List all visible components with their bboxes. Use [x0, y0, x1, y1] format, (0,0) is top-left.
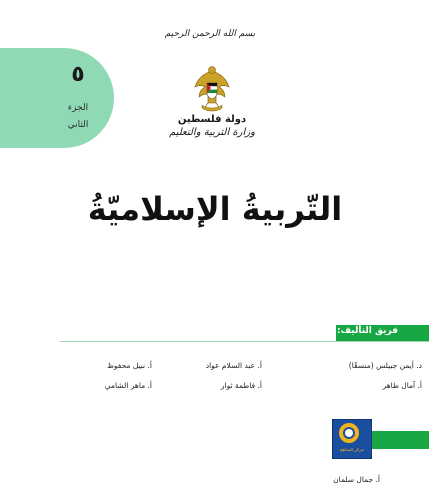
author-name: أ. آمال طاهر	[382, 381, 422, 390]
grade-tab	[0, 48, 114, 148]
author-name: أ. عبد السلام عواد	[205, 361, 262, 370]
basmala: بسم الله الرحمن الرحيم	[164, 29, 256, 39]
grade-number: ٥	[71, 62, 85, 87]
authors-heading: فريق التأليف:	[336, 326, 398, 336]
logo-text: مركز المناهج	[339, 448, 365, 453]
author-name: أ. نبيل محفوظ	[107, 361, 152, 370]
authors-divider	[60, 341, 429, 342]
palestine-eagle-emblem-icon	[193, 63, 231, 115]
author-name: أ. جمال سلمان	[333, 475, 380, 484]
curriculum-center-logo	[332, 419, 372, 459]
bottom-green-bar	[372, 431, 429, 449]
author-name: أ. فاطمة ثوار	[220, 381, 262, 390]
book-title: التّربيةُ الإسلاميّةُ	[87, 190, 343, 228]
grade-part	[50, 100, 106, 134]
state-name: دولة فلسطين	[177, 114, 247, 125]
part-value: الثاني	[67, 120, 89, 130]
author-name: د. أيمن جبيلس (منسقًا)	[348, 361, 422, 370]
part-label: الجزء	[67, 103, 89, 113]
ministry-name: وزارة التربية والتعليم	[169, 127, 255, 138]
logo-dot-icon	[345, 429, 353, 437]
author-name: أ. ماهر الشامي	[104, 381, 152, 390]
